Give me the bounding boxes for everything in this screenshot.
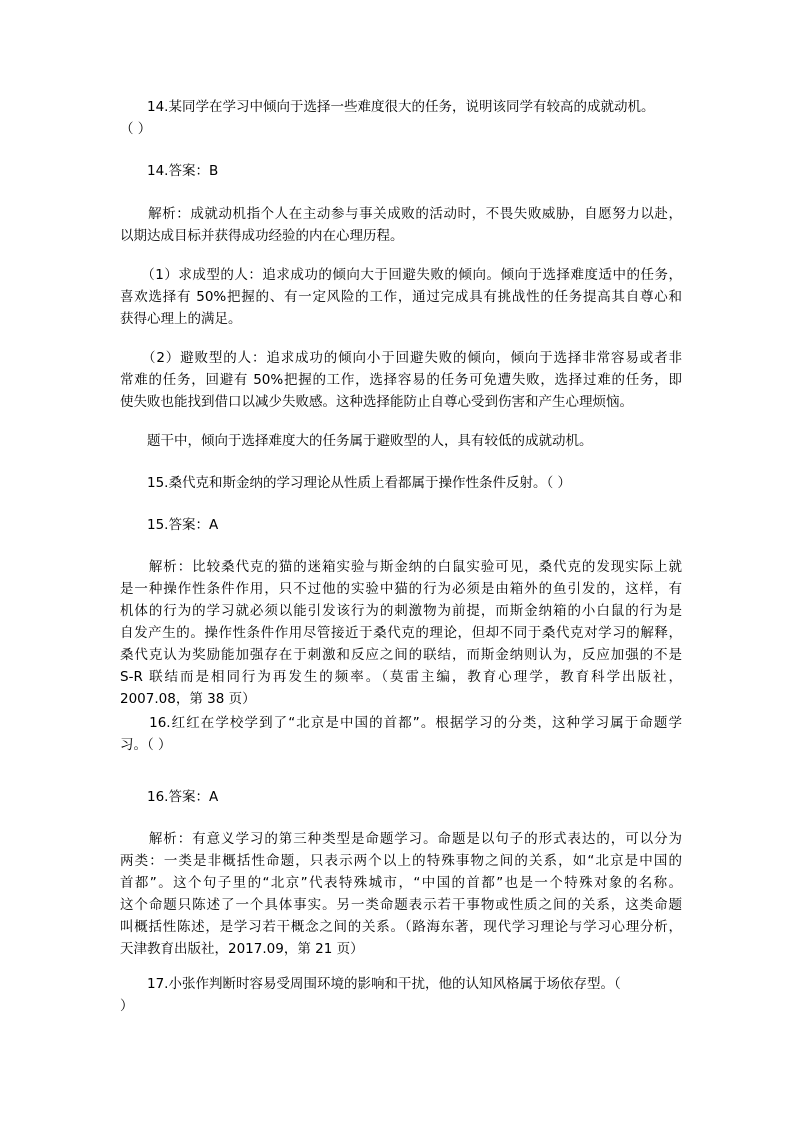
- text-line: 17.小张作判断时容易受周围环境的影响和干扰，他的认知风格属于场依存型。（: [120, 976, 621, 992]
- text-line: （1）求成型的人：追求成功的倾向大于回避失败的倾向。倾向于选择难度适中的任务，: [120, 267, 682, 283]
- text-line: 解析：比较桑代克的猫的迷箱实验与斯金纳的白鼠实验可见，桑代克的发现实际上就: [120, 559, 682, 575]
- text-line: 自发产生的。操作性条件作用尽管接近于桑代克的理论，但却不同于桑代克对学习的解释，: [120, 625, 682, 641]
- text-line: 使失败也能找到借口以减少失败感。这种选择能防止自尊心受到伤害和产生心理烦恼。: [120, 394, 633, 410]
- text-line: （2）避败型的人：追求成功的倾向小于回避失败的倾向，倾向于选择非常容易或者非: [120, 350, 682, 366]
- paragraph-e15: [120, 556, 682, 710]
- text-line: 首都”。这个句子里的“北京”代表特殊城市，“中国的首都”也是一个特殊对象的名称。: [120, 875, 682, 891]
- text-line: （ ）: [120, 121, 152, 137]
- paragraph-a16: [120, 786, 682, 808]
- text-line: 习。（ ）: [120, 737, 172, 753]
- text-line: S-R 联结而是相同行为再发生的频率。（莫雷主编，教育心理学，教育科学出版社，: [120, 669, 682, 685]
- text-line: 这个命题只陈述了一个具体事实。另一类命题表示若干事物或性质之间的关系，这类命题: [120, 897, 682, 913]
- text-line: 两类：一类是非概括性命题，只表示两个以上的特殊事物之间的关系，如“北京是中国的: [120, 853, 682, 869]
- text-line: 桑代克认为奖励能加强存在于刺激和反应之间的联结，而斯金纳则认为，反应加强的不是: [120, 647, 682, 663]
- paragraph-e14: [120, 203, 682, 247]
- text-line: 获得心理上的满足。: [120, 311, 242, 327]
- text-line: 15.答案：A: [120, 517, 219, 533]
- paragraph-e14-3: [120, 430, 682, 452]
- text-line: 以期达成目标并获得成功经验的内在心理历程。: [120, 228, 404, 244]
- paragraph-q14: [120, 96, 682, 140]
- text-line: 叫概括性陈述，是学习若干概念之间的关系。（路海东著，现代学习理论与学习心理分析，: [120, 919, 682, 935]
- text-line: 14.答案：B: [120, 163, 219, 179]
- text-line: 天津教育出版社，2017.09，第 21 页）: [120, 941, 364, 957]
- text-line: 15.桑代克和斯金纳的学习理论从性质上看都属于操作性条件反射。（ ）: [120, 475, 572, 491]
- text-line: ）: [120, 998, 134, 1014]
- text-line: 是一种操作性条件作用，只不过他的实验中猫的行为必须是由箱外的鱼引发的，这样，有: [120, 581, 682, 597]
- text-line: 2007.08，第 38 页）: [120, 691, 256, 707]
- paragraph-e14-1: [120, 264, 682, 330]
- text-line: 16.答案：A: [120, 789, 219, 805]
- paragraph-q17: [120, 973, 682, 1017]
- paragraph-q15: [120, 472, 682, 494]
- text-line: 常难的任务，回避有 50%把握的工作，选择容易的任务可免遭失败，选择过难的任务，即: [120, 372, 682, 388]
- text-line: 喜欢选择有 50%把握的、有一定风险的工作，通过完成具有挑战性的任务提高其自尊心和: [120, 289, 682, 305]
- paragraph-e14-2: [120, 347, 682, 413]
- text-line: 解析：成就动机指个人在主动参与事关成败的活动时，不畏失败威胁，自愿努力以赴，: [120, 206, 682, 222]
- paragraph-a14: [120, 160, 682, 182]
- text-line: 机体的行为的学习就必须以能引发该行为的刺激物为前提，而斯金纳箱的小白鼠的行为是: [120, 603, 682, 619]
- paragraph-e16: [120, 828, 682, 960]
- text-line: 题干中，倾向于选择难度大的任务属于避败型的人，具有较低的成就动机。: [120, 433, 593, 449]
- paragraph-q16: [120, 712, 682, 756]
- paragraph-a15: [120, 514, 682, 536]
- text-line: 解析：有意义学习的第三种类型是命题学习。命题是以句子的形式表达的，可以分为: [120, 831, 682, 847]
- text-line: 16.红红在学校学到了“北京是中国的首都”。根据学习的分类，这种学习属于命题学: [120, 715, 682, 731]
- text-line: 14.某同学在学习中倾向于选择一些难度很大的任务，说明该同学有较高的成就动机。: [120, 99, 655, 115]
